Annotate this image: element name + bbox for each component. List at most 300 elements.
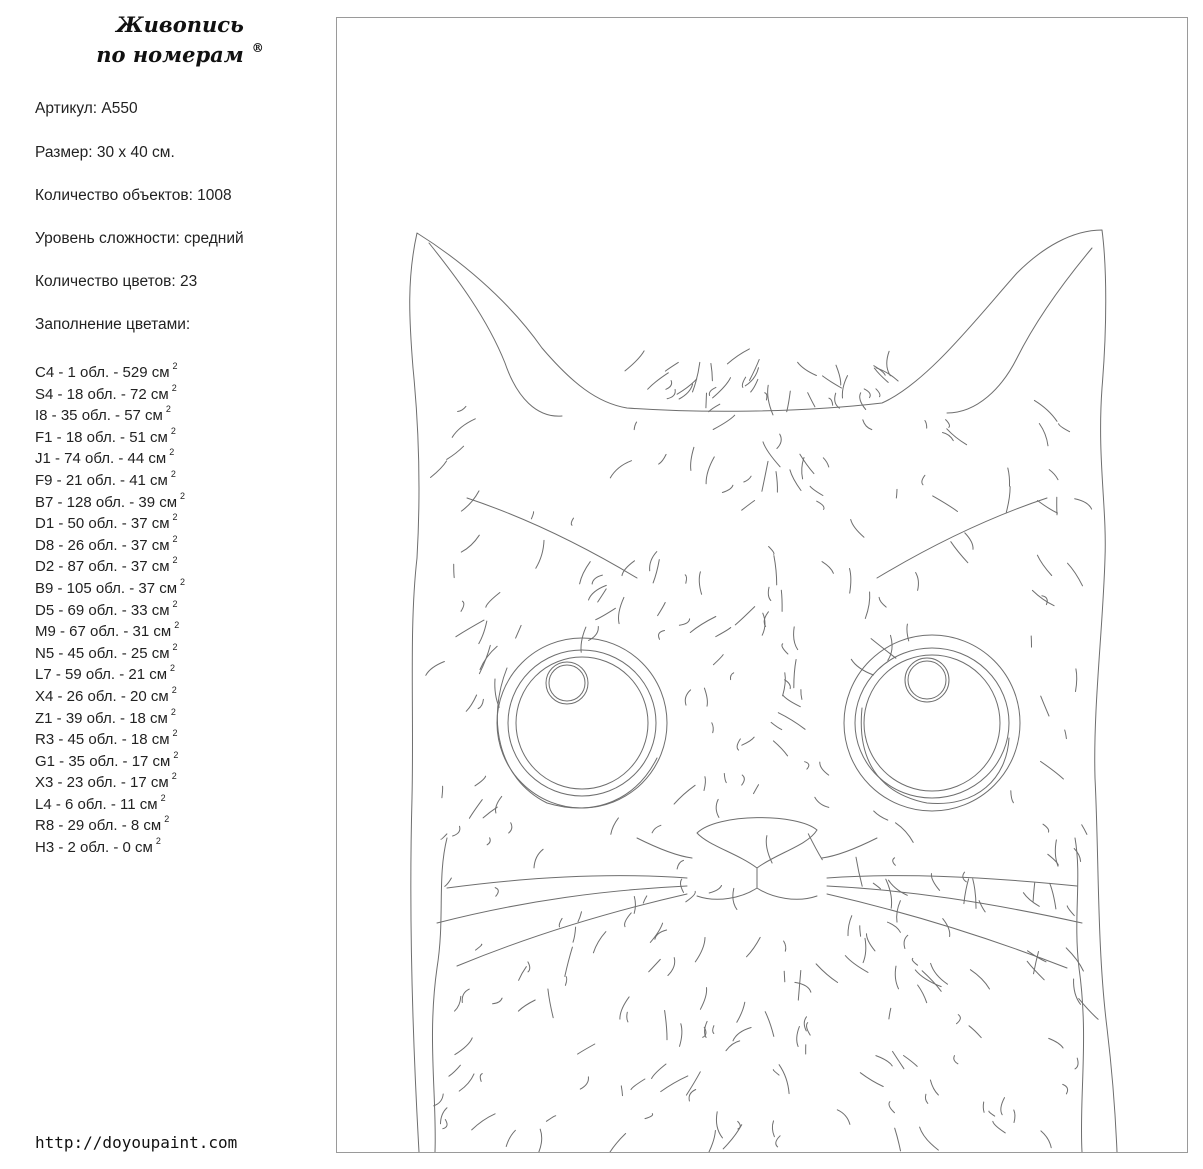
fur-stroke (699, 572, 701, 595)
square-unit-superscript: 2 (170, 706, 176, 717)
color-fill-text: X3 - 23 обл. - 17 см (35, 774, 169, 792)
fur-stroke (779, 1065, 789, 1094)
fur-stroke (1059, 424, 1070, 432)
fur-stroke (876, 1056, 892, 1066)
fur-stroke (776, 472, 777, 493)
fur-stroke (700, 988, 706, 1010)
square-unit-superscript: 2 (172, 512, 178, 523)
fur-stroke (677, 379, 697, 394)
fur-stroke (650, 923, 662, 942)
fur-stroke (445, 878, 452, 886)
fur-stroke (531, 512, 533, 519)
fur-stroke (989, 1111, 995, 1116)
fur-stroke (495, 888, 498, 897)
color-fill-text: D8 - 26 обл. - 37 см (35, 536, 170, 554)
fur-stroke (565, 947, 573, 976)
fur-stroke (478, 699, 483, 708)
fur-stroke (895, 966, 898, 989)
fur-stroke (933, 496, 958, 512)
fur-stroke (742, 737, 754, 745)
color-fill-item (35, 466, 185, 488)
fur-stroke (889, 1008, 891, 1019)
fur-stroke (668, 958, 675, 976)
fur-stroke (873, 883, 880, 889)
fur-stroke (620, 997, 629, 1019)
fur-stroke (713, 655, 723, 665)
color-fill-item (35, 574, 185, 596)
color-fill-item (35, 639, 185, 661)
color-fill-item (35, 747, 185, 769)
fur-stroke (797, 1027, 800, 1047)
coloring-canvas (336, 17, 1188, 1153)
color-fill-item (35, 380, 185, 402)
fur-stroke (965, 533, 973, 549)
fur-stroke (865, 592, 869, 619)
fur-stroke (1041, 761, 1064, 779)
fur-stroke (459, 1074, 474, 1091)
fur-stroke (634, 897, 635, 914)
fur-stroke (581, 627, 586, 652)
fur-stroke (659, 631, 665, 640)
fur-stroke (645, 1114, 653, 1119)
color-fill-text: R8 - 29 обл. - 8 см (35, 817, 162, 835)
square-unit-superscript: 2 (172, 598, 178, 609)
fur-stroke (787, 391, 791, 412)
fur-stroke (1068, 563, 1083, 586)
fur-stroke (737, 739, 740, 750)
color-fill-text: J1 - 74 обл. - 44 см (35, 450, 167, 468)
fur-stroke (762, 613, 765, 635)
fur-stroke (993, 1121, 1006, 1133)
fur-stroke (754, 785, 759, 794)
fur-stroke (774, 556, 777, 585)
fur-stroke (979, 901, 985, 912)
fur-stroke (1076, 669, 1077, 692)
fur-stroke (704, 777, 705, 791)
color-fill-text: L7 - 59 обл. - 21 см (35, 666, 168, 684)
square-unit-superscript: 2 (180, 490, 186, 501)
square-unit-superscript: 2 (174, 620, 180, 631)
fur-stroke (851, 659, 873, 675)
fur-stroke (686, 891, 696, 901)
color-fill-item (35, 509, 185, 531)
fur-stroke (674, 785, 695, 804)
fur-stroke (784, 941, 786, 951)
fur-stroke (888, 922, 901, 932)
fur-stroke (621, 1086, 622, 1096)
color-fill-item (35, 833, 185, 855)
fur-stroke (969, 1026, 981, 1038)
color-fill-item (35, 358, 185, 380)
fur-stroke (679, 619, 689, 625)
fur-stroke (835, 393, 840, 408)
fur-stroke (611, 818, 619, 834)
fur-stroke (856, 857, 862, 886)
square-unit-superscript: 2 (165, 404, 171, 415)
square-unit-superscript: 2 (171, 684, 177, 695)
fur-stroke (763, 442, 780, 467)
color-fill-text: I8 - 35 обл. - 57 см (35, 407, 163, 425)
fill-heading: Заполнение цветами: (35, 316, 191, 333)
fur-stroke (808, 393, 815, 407)
fur-stroke (1049, 470, 1058, 480)
fur-stroke (912, 958, 917, 965)
fur-stroke (709, 404, 720, 412)
fur-stroke (816, 964, 838, 983)
fur-stroke (548, 989, 553, 1018)
fur-stroke (782, 644, 788, 654)
fur-stroke (1065, 730, 1067, 739)
fur-stroke (943, 919, 950, 937)
color-fill-text: H3 - 2 обл. - 0 см (35, 839, 153, 857)
fur-stroke (610, 461, 631, 478)
fur-stroke (860, 926, 861, 936)
fur-stroke (1079, 999, 1098, 1020)
fur-stroke (783, 695, 801, 707)
fur-stroke (1082, 825, 1087, 835)
square-unit-superscript: 2 (172, 555, 178, 566)
fur-stroke (1001, 1098, 1005, 1115)
cat-whiskers (437, 498, 1082, 968)
color-fill-item (35, 682, 185, 704)
fur-stroke (874, 811, 888, 820)
difficulty-level: Уровень сложности: средний (35, 230, 244, 247)
fur-stroke (462, 989, 469, 1002)
color-fill-item (35, 660, 185, 682)
fur-stroke (769, 547, 774, 555)
right-eye-outline (844, 635, 1020, 811)
fur-stroke (765, 393, 767, 400)
fur-stroke (466, 695, 476, 711)
fur-stroke (653, 560, 659, 583)
fur-stroke (915, 970, 941, 987)
fur-stroke (733, 888, 737, 909)
fur-stroke (593, 932, 606, 953)
fur-stroke (798, 971, 801, 1001)
color-fill-text: X4 - 26 обл. - 20 см (35, 687, 169, 705)
left-eye-outline (497, 638, 667, 808)
fur-stroke (546, 1116, 555, 1122)
color-fill-text: Z1 - 39 обл. - 18 см (35, 709, 168, 727)
fur-stroke (685, 575, 686, 584)
fur-stroke (686, 1072, 700, 1095)
square-unit-superscript: 2 (170, 468, 176, 479)
fur-stroke (822, 562, 833, 574)
fur-stroke (658, 603, 666, 616)
color-fill-item (35, 401, 185, 423)
fur-stroke (596, 608, 616, 619)
fur-stroke (957, 1015, 961, 1024)
fur-stroke (619, 597, 624, 623)
fur-stroke (970, 970, 989, 989)
color-fill-text: B9 - 105 обл. - 37 см (35, 579, 178, 597)
fur-stroke (768, 587, 770, 600)
fur-stroke (456, 620, 484, 637)
fur-stroke (794, 660, 796, 688)
color-fill-item (35, 423, 185, 445)
fur-stroke (951, 542, 968, 563)
fur-stroke (667, 390, 675, 399)
fur-stroke (461, 535, 479, 552)
color-fill-item (35, 790, 185, 812)
fur-stroke (773, 741, 787, 756)
fur-stroke (1034, 400, 1057, 421)
fur-stroke (888, 635, 892, 660)
fur-stroke (650, 552, 657, 571)
fur-stroke (680, 1024, 682, 1047)
fur-stroke (726, 1041, 740, 1051)
fur-stroke (851, 520, 864, 538)
fur-stroke (896, 489, 897, 498)
fur-stroke (1075, 499, 1092, 509)
fur-stroke (480, 1074, 482, 1082)
fur-stroke (519, 967, 527, 981)
fur-stroke (649, 959, 661, 971)
fur-stroke (565, 977, 566, 986)
fur-stroke (876, 389, 880, 397)
fur-stroke (1043, 824, 1049, 832)
fur-stroke (1032, 590, 1054, 605)
fur-stroke (864, 389, 870, 398)
square-unit-superscript: 2 (172, 728, 178, 739)
fur-stroke (946, 420, 950, 428)
fur-stroke (716, 1112, 722, 1138)
fur-stroke (777, 434, 781, 448)
fur-stroke (695, 938, 705, 962)
fur-stroke (1055, 840, 1058, 866)
square-unit-superscript: 2 (173, 749, 179, 760)
brand-line-2-text: по номерам (96, 42, 244, 67)
color-fill-item (35, 725, 185, 747)
square-unit-superscript: 2 (155, 836, 161, 847)
fur-stroke (866, 934, 875, 951)
fur-stroke (648, 373, 669, 389)
color-fill-text: B7 - 128 обл. - 39 см (35, 493, 178, 511)
size-info: Размер: 30 х 40 см. (35, 144, 175, 161)
color-fill-item (35, 531, 185, 553)
fur-stroke (1050, 883, 1056, 909)
fur-stroke (689, 1090, 696, 1102)
fur-stroke (706, 1131, 716, 1153)
color-fill-item (35, 552, 185, 574)
fur-stroke (598, 589, 607, 602)
fur-stroke (712, 723, 713, 733)
fur-stroke (1014, 1110, 1015, 1123)
square-unit-superscript: 2 (170, 663, 176, 674)
fur-stroke (434, 1094, 444, 1106)
fur-stroke (889, 880, 908, 895)
color-fill-text: S4 - 18 обл. - 72 см (35, 385, 169, 403)
colors-count: Количество цветов: 23 (35, 273, 198, 290)
fur-stroke (817, 501, 824, 509)
square-unit-superscript: 2 (171, 382, 177, 393)
color-fill-text: L4 - 6 обл. - 11 см (35, 795, 158, 813)
fur-stroke (661, 1076, 688, 1092)
fur-stroke (778, 713, 805, 730)
fur-stroke (441, 834, 447, 839)
fur-stroke (848, 916, 852, 936)
fur-stroke (742, 501, 755, 511)
fur-stroke (925, 421, 927, 429)
fur-stroke (724, 774, 726, 783)
fur-stroke (518, 1000, 535, 1011)
color-fill-text: F1 - 18 обл. - 51 см (35, 428, 168, 446)
color-fill-text: D5 - 69 обл. - 33 см (35, 601, 170, 619)
fur-stroke (973, 879, 976, 909)
fur-stroke (443, 1120, 447, 1129)
fur-stroke (771, 722, 782, 729)
fur-stroke (925, 1094, 927, 1103)
fur-stroke (453, 826, 460, 836)
fur-stroke (879, 597, 886, 607)
cat-head-outline (410, 230, 1117, 1152)
fur-stroke (685, 690, 690, 705)
fur-stroke (573, 927, 576, 942)
color-fill-item (35, 596, 185, 618)
fur-stroke (1074, 979, 1081, 1004)
fur-stroke (744, 476, 751, 482)
fur-stroke (1075, 1058, 1078, 1069)
color-fill-item (35, 704, 185, 726)
fur-stroke (487, 838, 490, 845)
fur-stroke (607, 1134, 626, 1153)
fur-stroke (804, 1017, 806, 1031)
fur-stroke (727, 349, 749, 364)
fur-stroke (713, 415, 735, 429)
fur-stroke (823, 458, 829, 467)
fur-stroke (592, 575, 602, 584)
fur-stroke (495, 679, 499, 707)
fur-stroke (1041, 696, 1049, 716)
fur-stroke (790, 470, 801, 491)
fur-stroke (665, 362, 678, 371)
color-fill-list (35, 358, 185, 855)
color-fill-item (35, 488, 185, 510)
fur-stroke (475, 776, 486, 786)
color-fill-text: G1 - 35 обл. - 17 см (35, 752, 171, 770)
fur-stroke (805, 762, 809, 769)
square-unit-superscript: 2 (169, 447, 175, 458)
fur-stroke (733, 1028, 751, 1041)
fur-stroke (798, 362, 817, 375)
fur-stroke (895, 1128, 901, 1151)
color-fill-item (35, 768, 185, 790)
fur-stroke (711, 364, 713, 381)
fur-stroke (1067, 906, 1074, 916)
fur-stroke (496, 796, 502, 813)
fur-stroke (1006, 487, 1010, 513)
fur-stroke (1023, 893, 1039, 907)
fur-stroke (452, 419, 475, 438)
fur-stroke (860, 1073, 883, 1087)
fur-stroke (794, 627, 798, 650)
fur-stroke (773, 1070, 779, 1076)
fur-stroke (476, 944, 482, 950)
fur-stroke (983, 1102, 984, 1112)
color-fill-text: N5 - 45 обл. - 25 см (35, 644, 170, 662)
brand-title (60, 10, 300, 73)
fur-stroke (506, 1130, 515, 1146)
fur-stroke (625, 351, 644, 371)
fur-stroke (631, 1079, 645, 1090)
fur-stroke (486, 593, 500, 608)
fur-stroke (730, 673, 733, 680)
fur-stroke (904, 1056, 918, 1067)
fur-stroke (747, 937, 761, 956)
fur-stroke (528, 962, 530, 972)
square-unit-superscript: 2 (170, 425, 176, 436)
fur-stroke (634, 422, 636, 430)
fur-stroke (762, 461, 768, 491)
square-unit-superscript: 2 (171, 771, 177, 782)
fur-stroke (536, 540, 544, 568)
fur-stroke (783, 673, 786, 696)
fur-stroke (716, 799, 719, 817)
fur-stroke (479, 621, 487, 644)
color-fill-text: C4 - 1 обл. - 529 см (35, 364, 170, 381)
square-unit-superscript: 2 (160, 792, 166, 803)
registered-mark: ® (251, 41, 264, 55)
fur-stroke (820, 762, 829, 775)
fur-stroke (472, 1114, 495, 1130)
fur-stroke (837, 1110, 850, 1125)
fur-stroke (795, 982, 811, 992)
fur-stroke (836, 365, 841, 385)
brand-line-2 (60, 40, 300, 73)
fur-stroke (751, 379, 758, 392)
fur-stroke (704, 688, 707, 706)
fur-stroke (539, 1129, 542, 1152)
fur-stroke (860, 393, 866, 410)
fur-stroke (559, 918, 562, 927)
fur-stroke (665, 1011, 667, 1040)
fur-stroke (850, 569, 851, 594)
square-unit-superscript: 2 (172, 641, 178, 652)
color-fill-text: F9 - 21 обл. - 41 см (35, 471, 168, 489)
fur-stroke (1037, 501, 1057, 514)
fur-stroke (772, 1121, 774, 1137)
fur-stroke (964, 879, 969, 904)
fur-stroke (930, 1080, 938, 1095)
brand-line-1: Живопись (116, 12, 244, 37)
fur-stroke (426, 662, 445, 676)
website-link[interactable]: http://doyoupaint.com (35, 1133, 238, 1152)
fur-stroke (461, 601, 464, 611)
fur-stroke (776, 1136, 780, 1147)
cat-line-art (337, 18, 1187, 1152)
fur-stroke (706, 457, 714, 484)
fur-stroke (709, 387, 716, 395)
fur-stroke (896, 823, 914, 843)
fur-stroke (709, 886, 721, 894)
fur-stroke (691, 447, 694, 470)
fur-stroke (447, 446, 464, 459)
square-unit-superscript: 2 (164, 814, 170, 825)
square-unit-superscript: 2 (172, 361, 178, 371)
fur-stroke (842, 376, 847, 398)
color-fill-text: M9 - 67 обл. - 31 см (35, 623, 172, 641)
fur-stroke (801, 690, 802, 700)
fur-stroke (1008, 468, 1010, 486)
fur-stroke (469, 800, 482, 819)
fur-stroke (627, 1012, 628, 1022)
fur-stroke (455, 996, 461, 1011)
fur-stroke (652, 825, 661, 833)
fur-stroke (1066, 948, 1083, 971)
fur-stroke (666, 381, 672, 390)
fur-stroke (713, 1026, 714, 1034)
fur-stroke (742, 775, 745, 785)
